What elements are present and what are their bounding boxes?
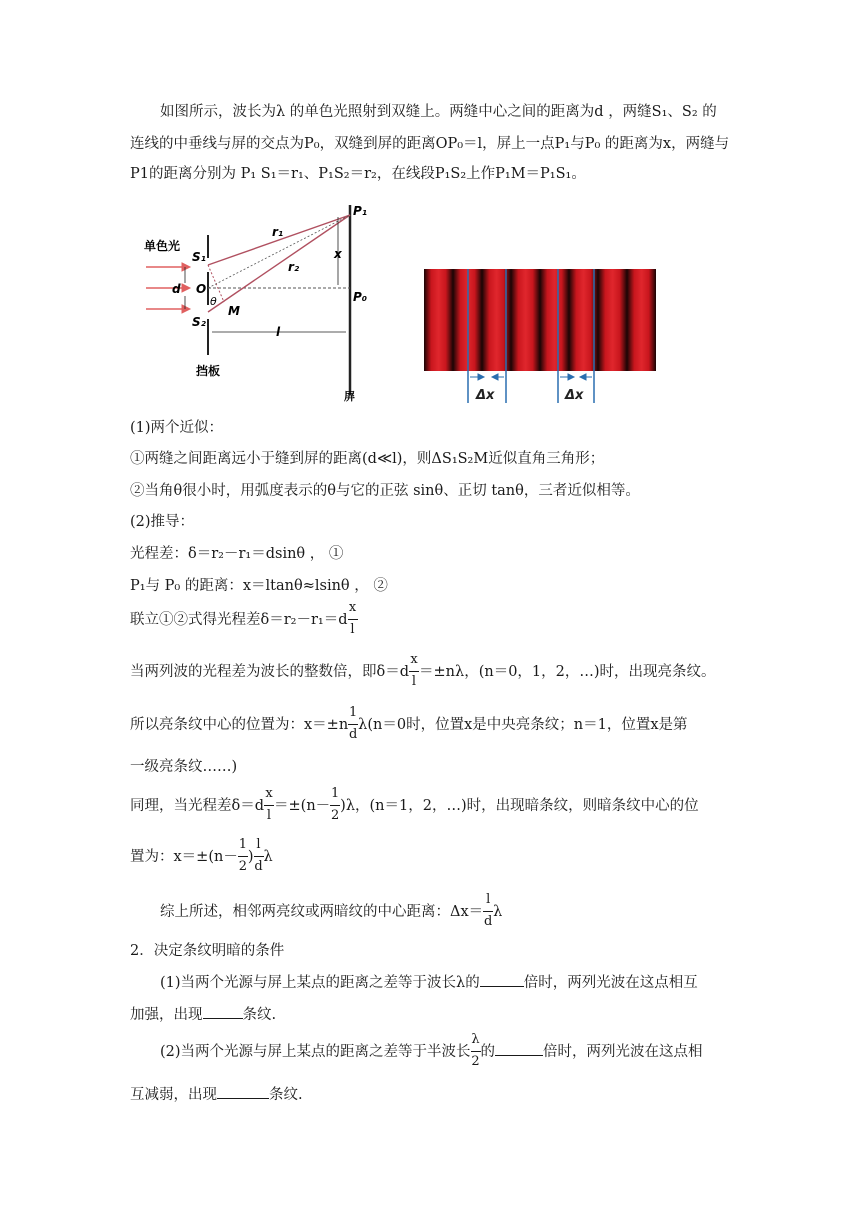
intro-line-1: 如图所示，波长为λ 的单色光照射到双缝上。两缝中心之间的距离为d ，两缝S₁、S₂ 的 [160, 104, 717, 120]
incoming-light-label: 单色光 [144, 239, 181, 253]
section-2-title: 2．决定条纹明暗的条件 [130, 943, 285, 959]
bright-position: 所以亮条纹中心的位置为：x＝±n $\frac{1}{d}$ λ(n＝0时，位置x是中央亮条纹；n＝1，位置x是第 [130, 705, 688, 745]
derive-heading: (2)推导： [130, 514, 195, 530]
double-slit-diagram [140, 195, 380, 405]
label-screen: 屏 [344, 390, 355, 403]
derive-eq-2: P₁与 P₀ 的距离：x＝ltanθ≈lsinθ ， ② [130, 578, 388, 594]
dark-condition: 同理，当光程差δ＝d $\frac{x}{l}$ ＝±(n－ $\frac{1}{2}$ )λ，(n＝1，2，…)时，出现暗条纹，则暗条纹中心的位 [130, 786, 699, 826]
ray-r1 [208, 215, 350, 265]
condition-1-line-2: 加强，出现 条纹. [130, 1004, 276, 1025]
fraction-x-over-l: $\frac{x}{l}$ [410, 652, 418, 689]
blank-3[interactable] [495, 1041, 543, 1056]
fraction-1-over-2: $\frac{1}{2}$ [238, 837, 247, 874]
summary: 综上所述，相邻两亮纹或两暗纹的中心距离：Δx＝ $\frac{l}{d}$ λ [160, 892, 502, 932]
bright-position-line-2: 一级亮条纹……) [130, 759, 238, 775]
approx-item-1: ①两缝之间距离远小于缝到屏的距离(d≪l)，则ΔS₁S₂M近似直角三角形； [130, 451, 605, 467]
bright-condition: 当两列波的光程差为波长的整数倍，即δ＝d $\frac{x}{l}$ ＝±nλ，(n＝0，1，2，…)时，出现亮条纹。 [130, 652, 716, 692]
condition-2-line-2: 互减弱，出现 条纹. [130, 1084, 303, 1105]
fraction-l-over-d: $\frac{l}{d}$ [483, 892, 493, 929]
label-p1: P₁ [353, 204, 368, 218]
fraction-x-over-l: $\frac{x}{l}$ [265, 786, 273, 823]
label-dx-1: Δx [476, 388, 495, 403]
intro-line-2: 连线的中垂线与屏的交点为P₀，双缝到屏的距离OP₀＝l，屏上一点P₁与P₀ 的距离为x，两缝与 [130, 136, 730, 152]
dark-position: 置为：x＝±(n－ $\frac{1}{2}$ ) $\frac{l}{d}$ λ [130, 837, 273, 877]
fraction-lambda-over-2: $\frac{\lambda}{2}$ [471, 1032, 480, 1069]
label-m: M [228, 304, 240, 318]
condition-2: (2)当两个光源与屏上某点的距离之差等于半波长 $\frac{\lambda}{2}$ 的 倍时，两列光波在这点相 [160, 1032, 703, 1072]
intro-line-3: P1的距离分别为 P₁ S₁＝r₁、P₁S₂＝r₂，在线段P₁S₂上作P₁M＝P₁S₁。 [130, 166, 586, 182]
fraction-l-over-d: $\frac{l}{d}$ [254, 837, 263, 874]
label-d: d [172, 282, 181, 296]
fraction-1-over-2: $\frac{1}{2}$ [331, 786, 340, 823]
blank-1[interactable] [480, 972, 524, 987]
label-l: l [276, 325, 281, 339]
derive-eq-1: 光程差：δ＝r₂－r₁＝dsinθ ， ① [130, 546, 344, 562]
label-barrier: 挡板 [196, 364, 221, 378]
label-r1: r₁ [272, 225, 284, 239]
blank-2[interactable] [203, 1004, 243, 1019]
label-x: x [334, 247, 342, 261]
dx-arrows [470, 374, 592, 380]
fringe-bands [424, 269, 656, 371]
fraction-1-over-d: $\frac{1}{d}$ [349, 705, 358, 742]
incoming-light-arrows [146, 263, 190, 313]
label-theta: θ [210, 295, 217, 308]
eq3-text: 联立①②式得光程差δ＝r₂－r₁＝d [130, 612, 348, 628]
label-dx-2: Δx [565, 388, 584, 403]
condition-1: (1)当两个光源与屏上某点的距离之差等于波长λ的 倍时，两列光波在这点相互 [160, 972, 698, 993]
blank-4[interactable] [217, 1084, 269, 1099]
label-r2: r₂ [288, 260, 300, 274]
approx-item-2: ②当角θ很小时，用弧度表示的θ与它的正弦 sinθ、正切 tanθ，三者近似相等。 [130, 483, 640, 499]
label-p0: P₀ [353, 290, 368, 304]
approx-heading: (1)两个近似： [130, 420, 224, 436]
derive-eq-3 [130, 600, 358, 640]
label-s1: S₁ [192, 250, 206, 264]
label-o: O [196, 282, 207, 296]
label-s2: S₂ [192, 315, 206, 329]
fraction-x-over-l: $\frac{x}{l}$ [348, 600, 357, 637]
interference-fringes [420, 265, 660, 405]
